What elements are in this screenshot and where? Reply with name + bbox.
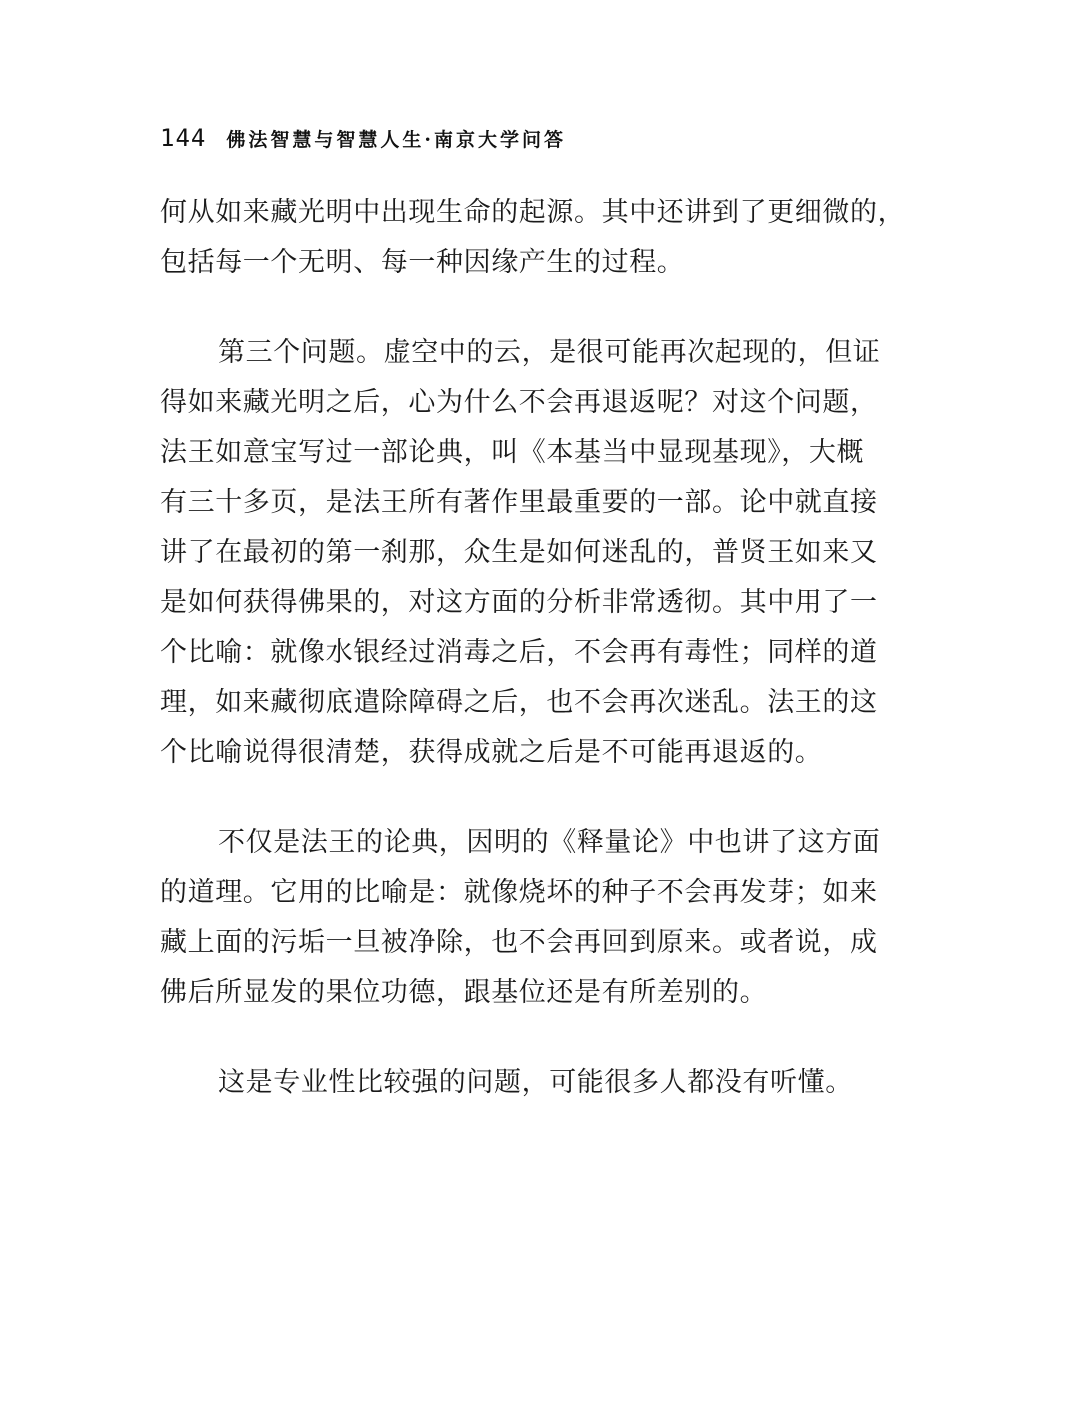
text-line: 的道理。它用的比喻是：就像烧坏的种子不会再发芽；如来 <box>160 877 878 908</box>
paragraph-1 <box>160 188 920 288</box>
paragraph-3 <box>160 818 920 1018</box>
text-line: 得如来藏光明之后，心为什么不会再退返呢？对这个问题， <box>160 387 878 418</box>
running-title: 佛法智慧与智慧人生·南京大学问答 <box>226 129 566 151</box>
text-line: 有三十多页，是法王所有著作里最重要的一部。论中就直接 <box>160 487 878 518</box>
body-text <box>160 188 920 1108</box>
text-line: 这是专业性比较强的问题，可能很多人都没有听懂。 <box>218 1067 853 1098</box>
paragraph-4 <box>160 1058 920 1108</box>
page-number: 144 <box>160 124 207 152</box>
text-line: 藏上面的污垢一旦被净除，也不会再回到原来。或者说，成 <box>160 927 878 958</box>
text-line: 包括每一个无明、每一种因缘产生的过程。 <box>160 247 685 278</box>
text-line: 讲了在最初的第一刹那，众生是如何迷乱的，普贤王如来又 <box>160 537 878 568</box>
text-line: 不仅是法王的论典，因明的《释量论》中也讲了这方面 <box>218 827 881 858</box>
text-line: 个比喻：就像水银经过消毒之后，不会再有毒性；同样的道 <box>160 637 878 668</box>
paragraph-2 <box>160 328 920 778</box>
page-header <box>160 124 566 156</box>
text-line: 佛后所显发的果位功德，跟基位还是有所差别的。 <box>160 977 768 1008</box>
text-line: 个比喻说得很清楚，获得成就之后是不可能再退返的。 <box>160 737 823 768</box>
text-line: 法王如意宝写过一部论典，叫《本基当中显现基现》，大概 <box>160 437 865 468</box>
text-line: 是如何获得佛果的，对这方面的分析非常透彻。其中用了一 <box>160 587 878 618</box>
text-line: 理，如来藏彻底遣除障碍之后，也不会再次迷乱。法王的这 <box>160 687 878 718</box>
text-line: 何从如来藏光明中出现生命的起源。其中还讲到了更细微的， <box>160 197 906 228</box>
text-line: 第三个问题。虚空中的云，是很可能再次起现的，但证 <box>218 337 881 368</box>
